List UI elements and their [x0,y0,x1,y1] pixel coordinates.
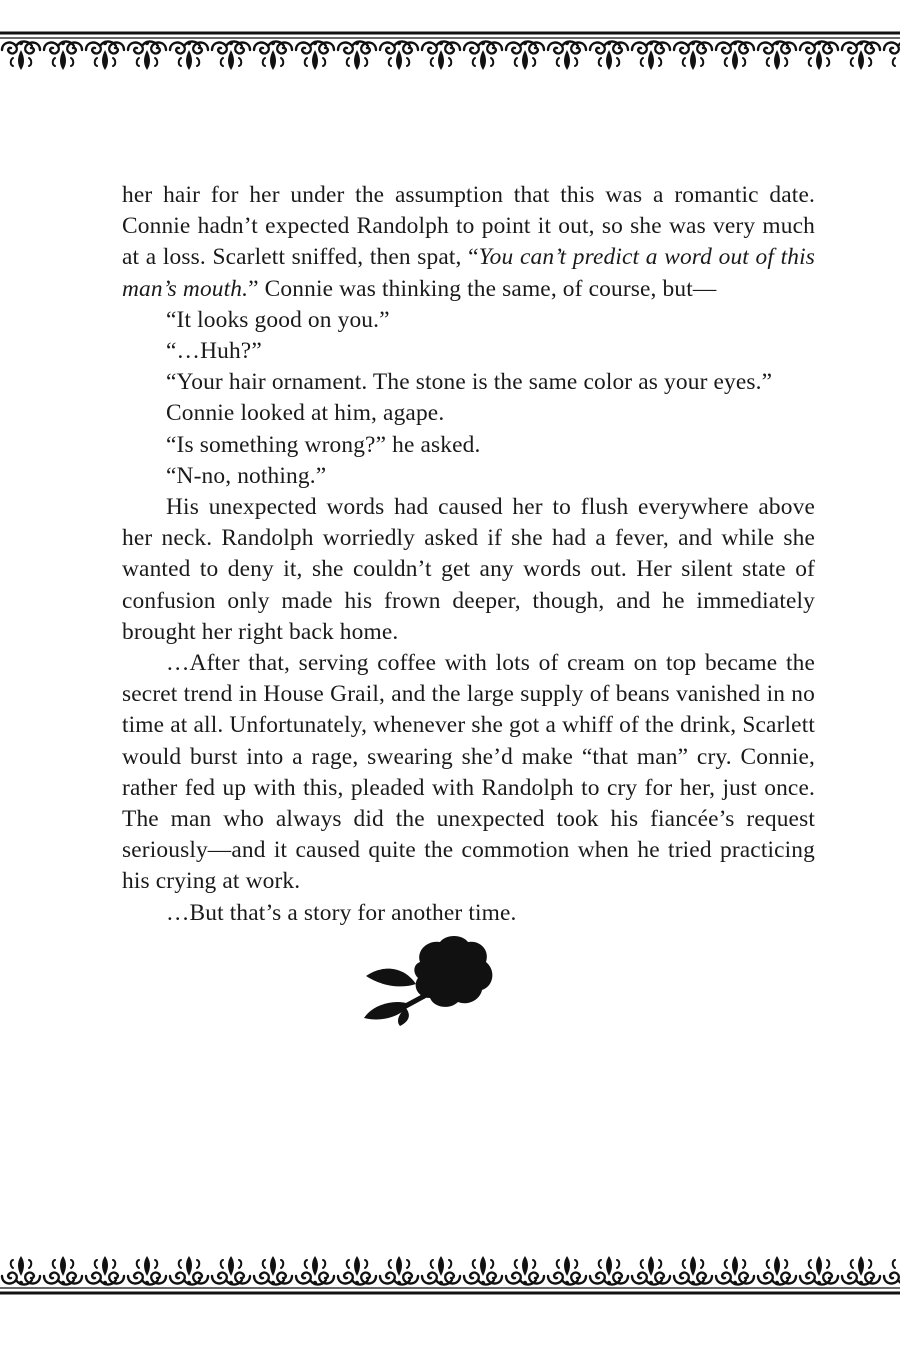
text-segment: His unexpected words had caused her to flush everywhere above her neck. Randolph worriedly asked if she had a fever, and while she wanted to deny it, she couldn’t get any words out. Her silent state of confusion only made his frown deeper, though, and he immediately brought her right back home. [122,494,815,645]
text-segment: “Your hair ornament. The stone is the same color as your eyes.” [166,369,773,396]
body-text [122,180,815,929]
paragraph [122,430,815,461]
rose-end-mark [358,932,503,1027]
text-segment: her hair for her under the assumption that this was a romantic date. Connie hadn’t expected Randolph to point it out, so she was very much at a loss. Scarlett sniffed, then spat, “ [122,182,815,271]
text-segment: “Is something wrong?” he asked. [166,431,481,458]
bottom-ornamental-border [0,1250,900,1296]
italic-text-segment: You can’t predict a word out of this man’s mouth. [122,244,815,302]
paragraph [122,367,815,398]
paragraph [122,336,815,367]
paragraph [122,492,815,648]
text-segment: “N-no, nothing.” [166,462,327,489]
paragraph [122,305,815,336]
text-segment: …After that, serving coffee with lots of cream on top became the secret trend in House Grail, and the large supply of beans vanished in no time at all. Unfortunately, whenever she got a whiff of the drink, Scarlett would burst into a rage, swearing she’d make “that man” cry. Connie, rather fed up with this, pleaded with Randolph to cry for her, just once. The man who always did the unexpected took his fiancée’s request seriously—and it caused quite the commotion when he tried practicing his crying at work. [122,650,815,895]
paragraph [122,180,815,305]
top-ornamental-border [0,30,900,76]
paragraph [122,898,815,929]
scroll-border-icon [0,30,900,76]
text-segment: “…Huh?” [166,338,262,365]
paragraph [122,648,815,898]
paragraph [122,398,815,429]
rose-icon [358,932,503,1027]
paragraph [122,461,815,492]
scroll-border-icon [0,1250,900,1296]
text-segment: “It looks good on you.” [166,306,390,333]
text-segment: ” Connie was thinking the same, of course, but— [248,275,717,302]
text-segment: Connie looked at him, agape. [166,400,445,427]
text-segment: …But that’s a story for another time. [166,899,517,926]
